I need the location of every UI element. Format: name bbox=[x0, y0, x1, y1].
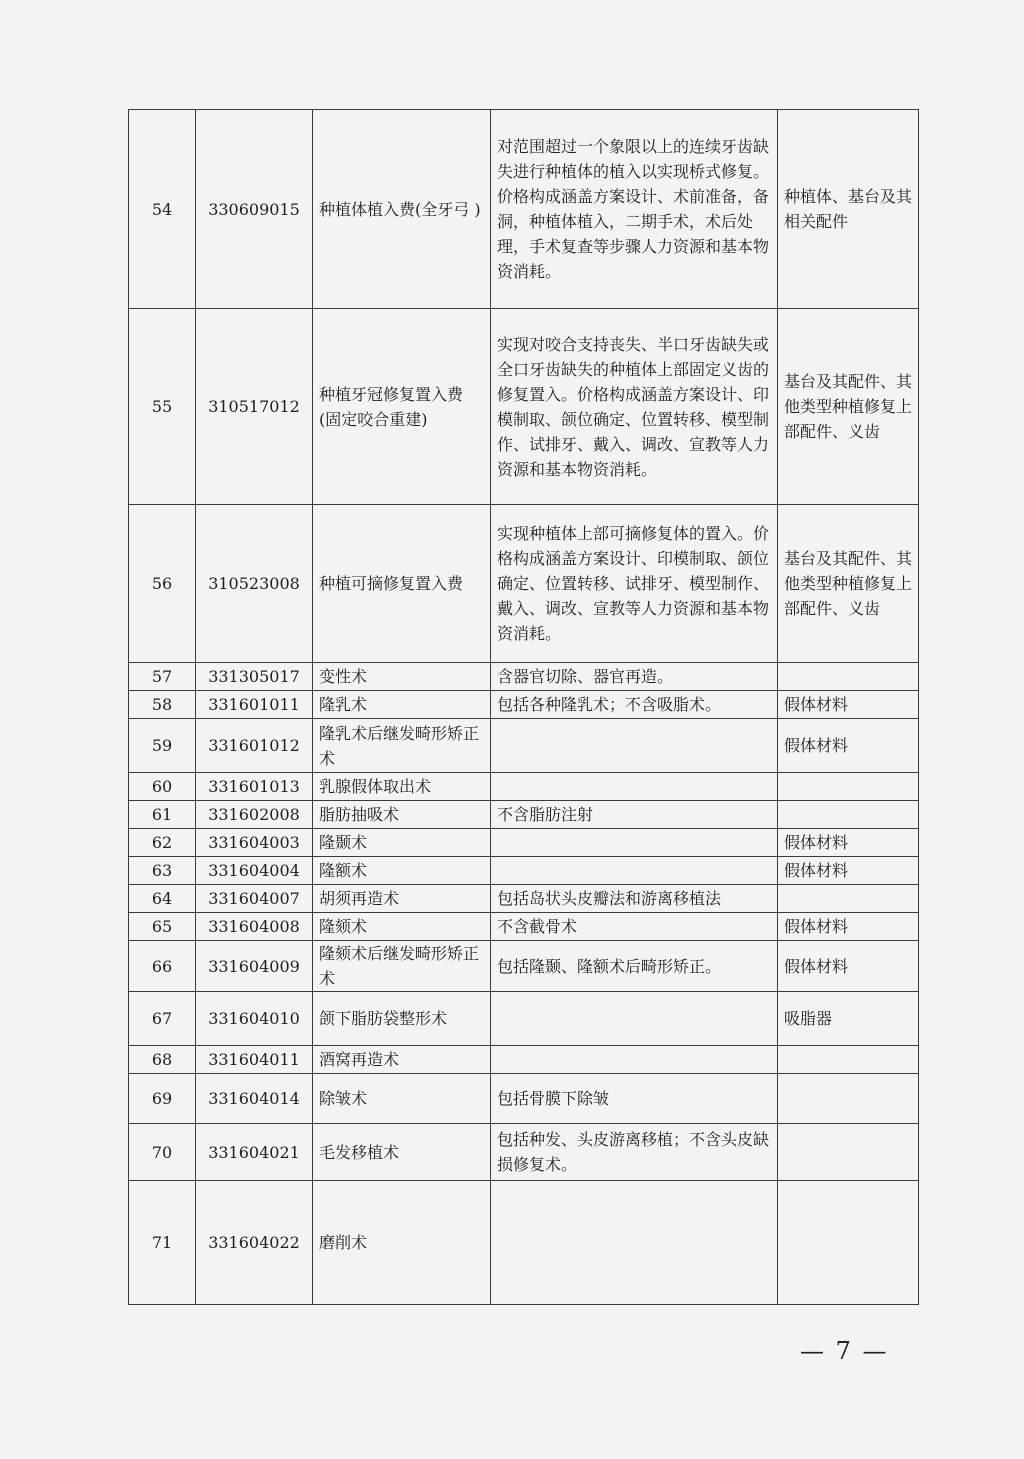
item-name: 隆乳术后继发畸形矫正术 bbox=[313, 719, 491, 773]
table-row bbox=[129, 773, 919, 801]
item-content: 不含脂肪注射 bbox=[491, 801, 778, 829]
item-content bbox=[491, 992, 778, 1046]
item-code: 331604022 bbox=[196, 1181, 313, 1305]
table-row bbox=[129, 885, 919, 913]
item-number: 54 bbox=[129, 110, 196, 309]
item-code: 310517012 bbox=[196, 309, 313, 505]
item-number: 55 bbox=[129, 309, 196, 505]
item-excluded-materials: 基台及其配件、其他类型种植修复上部配件、义齿 bbox=[778, 505, 919, 663]
item-code: 331604007 bbox=[196, 885, 313, 913]
item-content: 实现对咬合支持丧失、半口牙齿缺失或全口牙齿缺失的种植体上部固定义齿的修复置入。价格构成涵盖方案设计、印模制取、颌位确定、位置转移、模型制作、试排牙、戴入、调改、宣教等人力资源和基本物资消耗。 bbox=[491, 309, 778, 505]
item-excluded-materials bbox=[778, 801, 919, 829]
item-code: 331604010 bbox=[196, 992, 313, 1046]
table-row bbox=[129, 1124, 919, 1181]
item-number: 63 bbox=[129, 857, 196, 885]
item-content bbox=[491, 719, 778, 773]
item-content bbox=[491, 829, 778, 857]
item-code: 331604021 bbox=[196, 1124, 313, 1181]
item-name: 隆乳术 bbox=[313, 691, 491, 719]
item-name: 变性术 bbox=[313, 663, 491, 691]
item-number: 68 bbox=[129, 1046, 196, 1074]
item-excluded-materials: 种植体、基台及其相关配件 bbox=[778, 110, 919, 309]
table-row bbox=[129, 110, 919, 309]
table-row bbox=[129, 1074, 919, 1124]
item-code: 331604003 bbox=[196, 829, 313, 857]
table-row bbox=[129, 719, 919, 773]
item-content: 对范围超过一个象限以上的连续牙齿缺失进行种植体的植入以实现桥式修复。价格构成涵盖方案设计、术前准备，备洞，种植体植入，二期手术，术后处理，手术复查等步骤人力资源和基本物资消耗。 bbox=[491, 110, 778, 309]
item-number: 62 bbox=[129, 829, 196, 857]
item-number: 71 bbox=[129, 1181, 196, 1305]
item-excluded-materials: 假体材料 bbox=[778, 691, 919, 719]
item-name: 隆颞术 bbox=[313, 829, 491, 857]
item-excluded-materials: 假体材料 bbox=[778, 719, 919, 773]
item-name: 隆颏术 bbox=[313, 913, 491, 941]
medical-fee-table bbox=[128, 109, 919, 1305]
item-excluded-materials: 假体材料 bbox=[778, 829, 919, 857]
item-excluded-materials bbox=[778, 885, 919, 913]
item-number: 57 bbox=[129, 663, 196, 691]
item-code: 331604004 bbox=[196, 857, 313, 885]
item-code: 331305017 bbox=[196, 663, 313, 691]
table-row bbox=[129, 1046, 919, 1074]
item-code: 331604008 bbox=[196, 913, 313, 941]
table-row bbox=[129, 992, 919, 1046]
item-excluded-materials bbox=[778, 773, 919, 801]
item-name: 酒窝再造术 bbox=[313, 1046, 491, 1074]
item-excluded-materials bbox=[778, 1074, 919, 1124]
item-name: 乳腺假体取出术 bbox=[313, 773, 491, 801]
item-number: 58 bbox=[129, 691, 196, 719]
item-excluded-materials bbox=[778, 1046, 919, 1074]
item-content: 包括骨膜下除皱 bbox=[491, 1074, 778, 1124]
item-excluded-materials bbox=[778, 1181, 919, 1305]
item-content bbox=[491, 1046, 778, 1074]
item-content: 包括种发、头皮游离移植；不含头皮缺损修复术。 bbox=[491, 1124, 778, 1181]
item-name: 毛发移植术 bbox=[313, 1124, 491, 1181]
item-code: 331604009 bbox=[196, 941, 313, 992]
item-content: 包括岛状头皮瓣法和游离移植法 bbox=[491, 885, 778, 913]
item-excluded-materials: 假体材料 bbox=[778, 857, 919, 885]
item-name: 种植体植入费(全牙弓 ) bbox=[313, 110, 491, 309]
table-row bbox=[129, 309, 919, 505]
item-number: 66 bbox=[129, 941, 196, 992]
item-number: 56 bbox=[129, 505, 196, 663]
item-excluded-materials: 假体材料 bbox=[778, 913, 919, 941]
item-name: 种植牙冠修复置入费(固定咬合重建) bbox=[313, 309, 491, 505]
item-code: 330609015 bbox=[196, 110, 313, 309]
item-excluded-materials bbox=[778, 663, 919, 691]
item-excluded-materials: 基台及其配件、其他类型种植修复上部配件、义齿 bbox=[778, 309, 919, 505]
item-name: 除皱术 bbox=[313, 1074, 491, 1124]
item-number: 70 bbox=[129, 1124, 196, 1181]
item-code: 310523008 bbox=[196, 505, 313, 663]
item-code: 331601011 bbox=[196, 691, 313, 719]
item-excluded-materials: 假体材料 bbox=[778, 941, 919, 992]
item-content: 不含截骨术 bbox=[491, 913, 778, 941]
item-code: 331601012 bbox=[196, 719, 313, 773]
item-name: 种植可摘修复置入费 bbox=[313, 505, 491, 663]
table-row bbox=[129, 913, 919, 941]
item-number: 69 bbox=[129, 1074, 196, 1124]
page-number: — 7 — bbox=[800, 1337, 889, 1365]
table-row bbox=[129, 1181, 919, 1305]
item-content bbox=[491, 857, 778, 885]
item-number: 64 bbox=[129, 885, 196, 913]
item-name: 隆额术 bbox=[313, 857, 491, 885]
table-row bbox=[129, 505, 919, 663]
item-code: 331602008 bbox=[196, 801, 313, 829]
table-row bbox=[129, 857, 919, 885]
item-content: 包括隆颞、隆额术后畸形矫正。 bbox=[491, 941, 778, 992]
table-row bbox=[129, 691, 919, 719]
item-code: 331604014 bbox=[196, 1074, 313, 1124]
item-name: 颌下脂肪袋整形术 bbox=[313, 992, 491, 1046]
table-row bbox=[129, 663, 919, 691]
table-row bbox=[129, 801, 919, 829]
item-code: 331604011 bbox=[196, 1046, 313, 1074]
item-name: 隆颏术后继发畸形矫正术 bbox=[313, 941, 491, 992]
item-content bbox=[491, 1181, 778, 1305]
table-body bbox=[129, 110, 919, 1305]
item-content bbox=[491, 773, 778, 801]
item-number: 60 bbox=[129, 773, 196, 801]
item-number: 61 bbox=[129, 801, 196, 829]
item-excluded-materials: 吸脂器 bbox=[778, 992, 919, 1046]
table-row bbox=[129, 829, 919, 857]
table-row bbox=[129, 941, 919, 992]
item-name: 磨削术 bbox=[313, 1181, 491, 1305]
item-code: 331601013 bbox=[196, 773, 313, 801]
item-number: 67 bbox=[129, 992, 196, 1046]
item-number: 59 bbox=[129, 719, 196, 773]
item-content: 实现种植体上部可摘修复体的置入。价格构成涵盖方案设计、印模制取、颌位确定、位置转移、试排牙、模型制作、戴入、调改、宣教等人力资源和基本物资消耗。 bbox=[491, 505, 778, 663]
item-number: 65 bbox=[129, 913, 196, 941]
item-name: 胡须再造术 bbox=[313, 885, 491, 913]
item-content: 含器官切除、器官再造。 bbox=[491, 663, 778, 691]
item-name: 脂肪抽吸术 bbox=[313, 801, 491, 829]
item-excluded-materials bbox=[778, 1124, 919, 1181]
item-content: 包括各种隆乳术；不含吸脂术。 bbox=[491, 691, 778, 719]
